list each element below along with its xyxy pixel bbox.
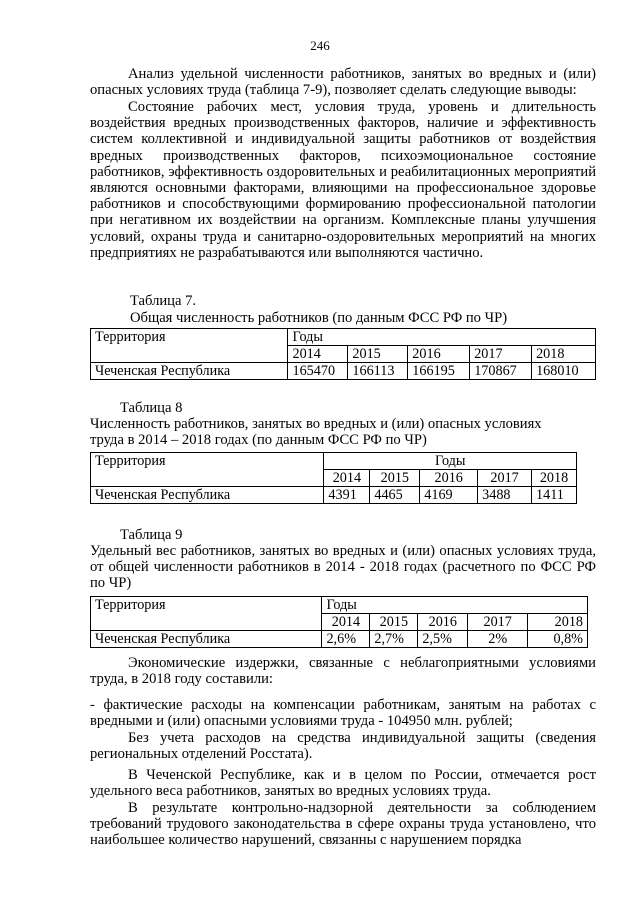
table-row [91, 597, 588, 614]
year-cell: 2017 [468, 614, 528, 631]
year-cell: 2014 [288, 346, 348, 363]
table-7-label: Таблица 7. [130, 293, 197, 309]
table-9-caption: Удельный вес работников, занятых во вредных и (или) опасных условиях труда, от общей численности работников в 2014 - 2018 годах (расчетного по ФСС РФ по ЧР) [90, 543, 596, 591]
year-cell: 2017 [470, 346, 532, 363]
table-row [91, 487, 577, 504]
table-9-label: Таблица 9 [120, 527, 183, 543]
header-years: Годы [288, 329, 596, 346]
value-cell: 4169 [420, 487, 478, 504]
page-number: 246 [310, 38, 330, 53]
paragraph-compensation: - фактические расходы на компенсации работникам, занятым на работах с вредными и (или) опасными условиями труда - 104950 млн. рублей; [90, 697, 596, 730]
year-cell: 2014 [322, 614, 370, 631]
value-cell: 3488 [478, 487, 532, 504]
value-cell: 1411 [532, 487, 577, 504]
year-cell: 2015 [370, 614, 418, 631]
year-cell: 2016 [418, 614, 468, 631]
paragraph-analysis: Анализ удельной численности работников, занятых во вредных и (или) опасных условиях труда (таблица 7-9), позволяет сделать следующие выводы: [90, 66, 596, 99]
value-cell: 2% [468, 631, 528, 648]
paragraph-economic-costs: Экономические издержки, связанные с неблагоприятными условиями труда, в 2018 году составили: [90, 655, 596, 688]
value-cell: 2,6% [322, 631, 370, 648]
year-cell: 2018 [532, 470, 577, 487]
table-8-label: Таблица 8 [120, 400, 183, 416]
header-territory: Территория [91, 597, 322, 631]
table-7-caption: Общая численность работников (по данным ФСС РФ по ЧР) [130, 310, 508, 326]
value-cell: 170867 [470, 363, 532, 380]
header-years: Годы [322, 597, 588, 614]
value-cell: 168010 [532, 363, 596, 380]
year-cell: 2014 [324, 470, 370, 487]
table-row [91, 453, 577, 470]
table-8 [90, 452, 577, 504]
paragraph-protection: Без учета расходов на средства индивидуальной защиты (сведения региональных отделений Росстата). [90, 730, 596, 763]
header-years: Годы [324, 453, 577, 470]
year-cell: 2015 [348, 346, 408, 363]
value-cell: 166195 [408, 363, 470, 380]
value-cell: 165470 [288, 363, 348, 380]
table-9 [90, 596, 588, 648]
header-territory: Территория [91, 329, 288, 363]
year-cell: 2018 [532, 346, 596, 363]
table-row [91, 363, 596, 380]
row-name: Чеченская Республика [91, 363, 288, 380]
table-7 [90, 328, 596, 380]
value-cell: 4391 [324, 487, 370, 504]
table-row [91, 329, 596, 346]
year-cell: 2016 [420, 470, 478, 487]
year-cell: 2017 [478, 470, 532, 487]
table-8-caption: Численность работников, занятых во вредных и (или) опасных условиях труда в 2014 – 2018 годах (по данным ФСС РФ по ЧР) [90, 416, 542, 448]
value-cell: 2,7% [370, 631, 418, 648]
paragraph-growth: В Чеченской Республике, как и в целом по России, отмечается рост удельного веса работников, занятых во вредных условиях труда. [90, 767, 596, 800]
paragraph-inspection: В результате контрольно-надзорной деятельности за соблюдением требований трудового законодательства в сфере охраны труда установлено, что наибольшее количество нарушений, связанны с нарушением порядка [90, 800, 596, 849]
table-row [91, 631, 588, 648]
header-territory: Территория [91, 453, 324, 487]
year-cell: 2015 [370, 470, 420, 487]
year-cell: 2018 [528, 614, 588, 631]
year-cell: 2016 [408, 346, 470, 363]
row-name: Чеченская Республика [91, 487, 324, 504]
row-name: Чеченская Республика [91, 631, 322, 648]
value-cell: 2,5% [418, 631, 468, 648]
value-cell: 0,8% [528, 631, 588, 648]
value-cell: 4465 [370, 487, 420, 504]
value-cell: 166113 [348, 363, 408, 380]
paragraph-working-conditions: Состояние рабочих мест, условия труда, уровень и длительность воздействия вредных производственных факторов, наличие и эффективность систем коллективной и индивидуальной защиты работников от воздействия вредных производственных факторов, психоэмоциональное состояние работников, эффективность оздоровительных и реабилитационных мероприятий являются основными факторами, влияющими на профессиональное здоровье работников и способствующими формированию профессиональной патологии при негативном их воздействии на организм. Комплексные планы улучшения условий, охраны труда и санитарно-оздоровительных мероприятий на многих предприятиях не разрабатываются или выполняются частично. [90, 99, 596, 261]
